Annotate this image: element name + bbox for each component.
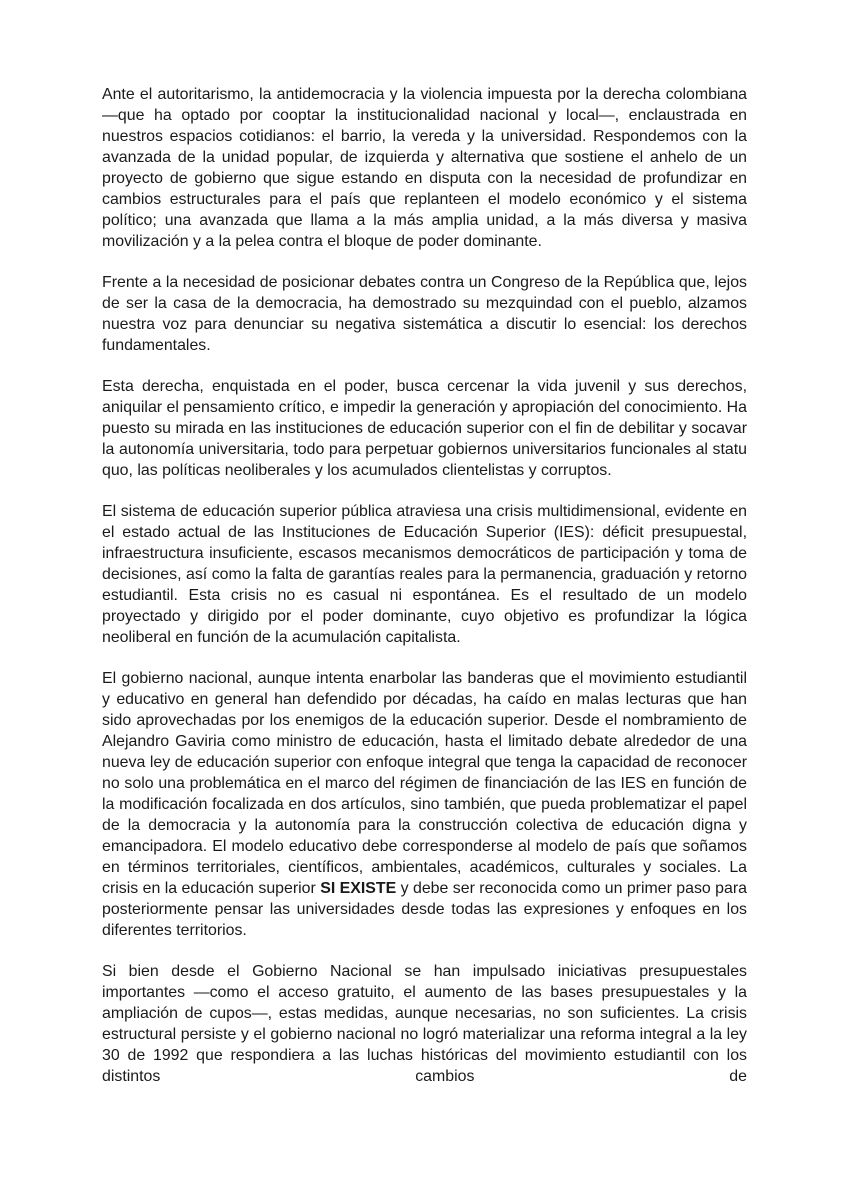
paragraph-congress: Frente a la necesidad de posicionar debates contra un Congreso de la República que, lejos de ser la casa de la democracia, ha demostrado su mezquindad con el pueblo, alzamos nuestra voz para denunciar su negativa sistemática a discutir lo esencial: los derechos fundamentales. [102,274,747,354]
paragraph-national-government-text-end: y debe ser reconocida como un primer paso para posteriormente pensar las universidades desde todas las expresiones y enfoques en los diferentes territorios. [102,880,747,939]
paragraph-national-government-text-start: El gobierno nacional, aunque intenta enarbolar las banderas que el movimiento estudiantil y educativo en general han defendido por décadas, ha caído en malas lecturas que han sido aprovechadas por los enemigos de la educación superior. Desde el nombramiento de Alejandro Gaviria como ministro de educación, hasta el limitado debate alrededor de una nueva ley de educación superior con enfoque integral que tenga la capacidad de reconocer no solo una problemática en el marco del régimen de financiación de las IES en función de la modificación focalizada en dos artículos, sino también, que pueda problematizar el papel de la democracia y la autonomía para la construcción colectiva de educación digna y emancipadora. El modelo educativo debe corresponderse al modelo de país que soñamos en términos territoriales, científicos, ambientales, académicos, culturales y sociales. La crisis en la educación superior [102,670,747,897]
paragraph-right-wing: Esta derecha, enquistada en el poder, busca cercenar la vida juvenil y sus derechos, aniquilar el pensamiento crítico, e impedir la generación y apropiación del conocimiento. Ha puesto su mirada en las instituciones de educación superior con el fin de debilitar y socavar la autonomía universitaria, todo para perpetuar gobiernos universitarios funcionales al statu quo, las políticas neoliberales y los acumulados clientelistas y corruptos. [102,378,747,479]
paragraph-national-government [102,668,747,941]
paragraph-authoritarianism: Ante el autoritarismo, la antidemocracia y la violencia impuesta por la derecha colombiana —que ha optado por cooptar la institucionalidad nacional y local—, enclaustrada en nuestros espacios cotidianos: el barrio, la vereda y la universidad. Respondemos con la avanzada de la unidad popular, de izquierda y alternativa que sostiene el anhelo de un proyecto de gobierno que sigue estando en disputa con la necesidad de profundizar en cambios estructurales para el país que replanteen el modelo económico y el sistema político; una avanzada que llama a la más amplia unidad, a la más diversa y masiva movilización y a la pelea contra el bloque de poder dominante. [102,86,747,250]
paragraph-budget-initiatives: Si bien desde el Gobierno Nacional se han impulsado iniciativas presupuestales importantes —como el acceso gratuito, el aumento de las bases presupuestales y la ampliación de cupos—, estas medidas, aunque necesarias, no son suficientes. La crisis estructural persiste y el gobierno nacional no logró materializar una reforma integral a la ley 30 de 1992 que respondiera a las luchas históricas del movimiento estudiantil con los distintos cambios de [102,963,747,1085]
document-page [102,84,747,1087]
emphasis-si-existe: SI EXISTE [320,880,397,897]
paragraph-higher-education-crisis: El sistema de educación superior pública atraviesa una crisis multidimensional, evidente en el estado actual de las Instituciones de Educación Superior (IES): déficit presupuestal, infraestructura insuficiente, escasos mecanismos democráticos de participación y toma de decisiones, así como la falta de garantías reales para la permanencia, graduación y retorno estudiantil. Esta crisis no es casual ni espontánea. Es el resultado de un modelo proyectado y dirigido por el poder dominante, cuyo objetivo es profundizar la lógica neoliberal en función de la acumulación capitalista. [102,503,747,646]
